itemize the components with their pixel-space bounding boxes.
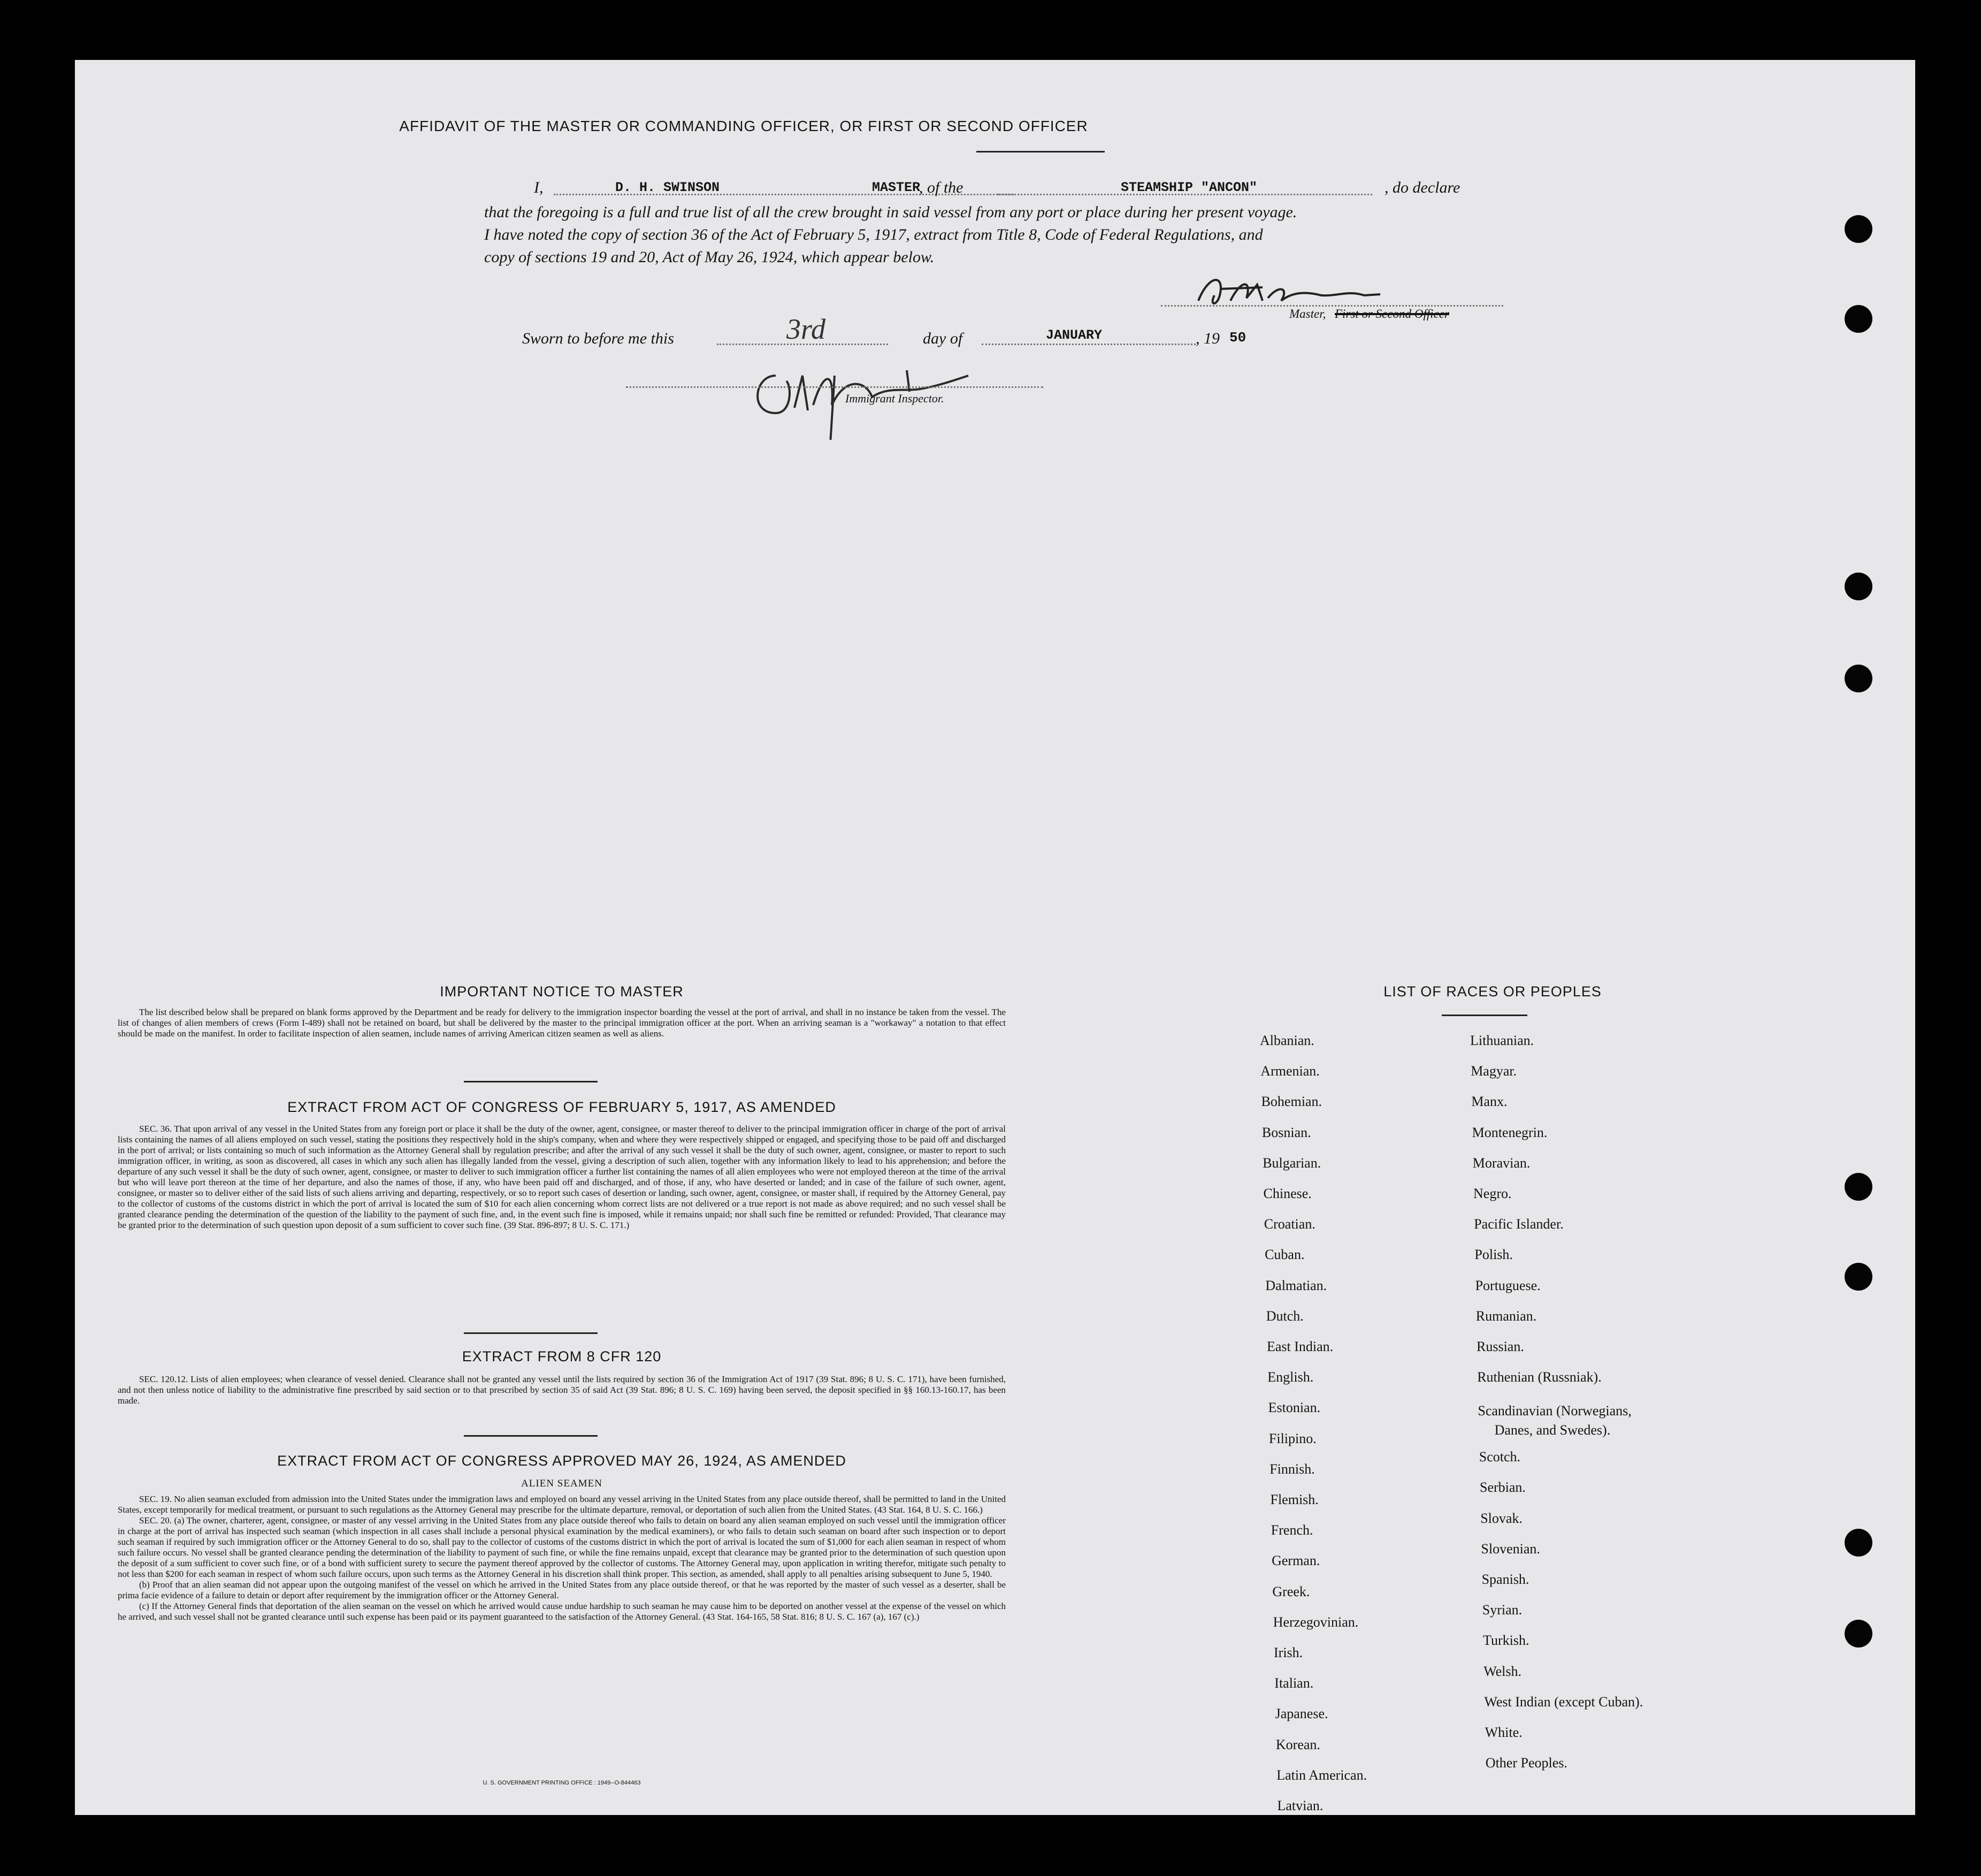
race-item: Slovak. [1480,1510,1523,1526]
punch-hole [1845,1173,1872,1201]
races-title: LIST OF RACES OR PEOPLES [1383,983,1602,1000]
extract-1924-title: EXTRACT FROM ACT OF CONGRESS APPROVED MAY 26, 1924, AS AMENDED [277,1453,846,1469]
notice-title: IMPORTANT NOTICE TO MASTER [440,983,684,1000]
extract-1917-text: SEC. 36. That upon arrival of any vessel in the United States from any foreign port or place it shall be the duty of the owner, agent, consignee, or master thereof to deliver to the principal immigration officer in charge of the port of arrival lists containing the names of all aliens employed on such vessel, stating the positions they respectively hold in the ship's company, when and where they were respectively shipped or engaged, and specifying those to be paid off and discharged in the port of arrival; or lists containing so much of such information as the Attorney General shall by regulation prescribe; and after the arrival of any such vessel it shall be the duty of such owner, agent, consignee, or master to report to such immigration officer, in writing, as soon as discovered, all cases in which any such alien has illegally landed from the vessel, giving a description of such alien, together with any information likely to lead to his apprehension; and before the departure of any such vessel it shall be the duty of such owner, agent, consignee, or master to deliver to such immigration officer a further list containing the names of all alien employees who were not employed thereon at the time of the arrival but who will leave port thereon at the time of her departure, and also the names of those, if any, who have been paid off and discharged, and of those, if any, who have deserted or landed; and in case of the failure of such owner, agent, consignee, or master so to deliver either of the said lists of such aliens arriving and departing, respectively, or so to report such cases of desertion or landing, such owner, agent, consignee, or master shall, if required by the Attorney General, pay to the collector of customs of the customs district in which the port of arrival is located the sum of $10 for each alien concerning whom correct lists are not delivered or a true report is not made as above required; and no such vessel shall be granted clearance pending the determination of the question of the liability to the payment of such fine, and, in the event such fine is imposed, while it remains unpaid; nor shall such fine be remitted or refunded: Provided, That clearance may be granted prior to the determination of such question upon deposit of a sum sufficient to cover such fine. (39 Stat. 896-897; 8 U. S. C. 171.) [118,1124,1006,1230]
race-item: Korean. [1275,1736,1320,1752]
divider [464,1435,598,1437]
punch-hole [1845,1263,1872,1291]
race-item: Dutch. [1266,1308,1304,1324]
document-page [75,60,1915,1815]
divider [976,151,1105,152]
month-value: JANUARY [1046,327,1103,343]
punch-hole [1845,215,1872,243]
of-the-label: , of the [919,179,963,196]
race-item: Manx. [1471,1094,1508,1110]
day-of-label: day of [923,330,963,347]
sworn-label: Sworn to before me this [522,330,674,347]
year-prefix: , 19 [1196,330,1220,347]
extract-1924-subtitle: ALIEN SEAMEN [521,1478,602,1489]
printer-imprint: U. S. GOVERNMENT PRINTING OFFICE : 1949--O-844463 [483,1780,641,1786]
master-rank: MASTER [872,180,921,195]
punch-hole [1845,573,1872,600]
affidavit-line-3: I have noted the copy of section 36 of the Act of February 5, 1917, extract from Title 8, Code of Federal Regulations, and [484,226,1263,243]
race-item: Magyar. [1471,1063,1517,1079]
affidavit-line-4: copy of sections 19 and 20, Act of May 26, 1924, which appear below. [484,248,935,266]
race-item: Herzegovinian. [1273,1614,1359,1630]
race-item: Cuban. [1265,1247,1305,1263]
race-item: Moravian. [1472,1155,1531,1171]
month-line [982,344,1196,345]
race-item: Slovenian. [1481,1541,1540,1557]
race-item: Negro. [1473,1186,1512,1201]
race-item: Other Peoples. [1485,1755,1567,1771]
race-item: Pacific Islander. [1474,1216,1564,1232]
race-item: Dalmatian. [1265,1277,1327,1293]
race-item: Croatian. [1264,1216,1315,1232]
inspector-signature-line [626,386,1043,388]
race-item: Syrian. [1482,1602,1523,1618]
race-item: Polish. [1474,1247,1513,1263]
race-item: French. [1271,1522,1313,1538]
race-item: Flemish. [1270,1492,1319,1507]
master-name: D. H. SWINSON [615,180,720,195]
punch-hole [1845,305,1872,333]
race-item: Welsh. [1483,1663,1522,1679]
race-item: Latin American. [1276,1767,1367,1783]
race-item: Turkish. [1483,1633,1529,1649]
race-item: Scandinavian (Norwegians, [1478,1403,1632,1419]
section-20b-text: (b) Proof that an alien seaman did not appear upon the outgoing manifest of the vessel on which he arrived in the United States from any place outside thereof, or that he was reported by the master of such vessel as a deserter, shall be prima facie evidence of a failure to detain or deport after requirement by the immigration officer or the Attorney General. [118,1580,1006,1600]
race-item: Albanian. [1260,1033,1314,1048]
race-item: Irish. [1274,1645,1303,1660]
race-item: Bulgarian. [1263,1155,1321,1171]
divider [464,1081,598,1082]
section-19-text: SEC. 19. No alien seaman excluded from admission into the United States under the immigration laws and employed on board any vessel arriving in the United States from any place outside thereof, shall be permitted to land in the United States, except temporarily for medical treatment, or pursuant to such regulations as the Attorney General may prescribe for the ultimate departure, removal, or deportation of such alien from the United States. (43 Stat. 164, 8 U. S. C. 166.) [118,1494,1006,1515]
extract-1924-body [118,1494,1006,1622]
race-item: Rumanian. [1475,1308,1537,1324]
race-item: Filipino. [1268,1430,1317,1446]
race-item: Finnish. [1269,1461,1315,1477]
notice-text: The list described below shall be prepared on blank forms approved by the Department and be ready for delivery to the immigration inspector boarding the vessel at the port of arrival, and shall in no instance be taken from the vessel. The list of changes of alien members of crews (Form I-489) shall not be retained on board, but shall be delivered by the master to the principal immigration officer at the port. When an arriving seaman is a "workaway" a notation to that effect should be made on the manifest. In order to facilitate inspection of alien seamen, include names of arriving American citizen seamen as well as aliens. [118,1007,1006,1039]
race-item: Armenian. [1260,1063,1320,1079]
master-caption-struck: First or Second Officer [1335,307,1449,321]
race-item: English. [1267,1369,1314,1385]
inspector-caption: Immigrant Inspector. [845,392,944,405]
race-item: Bosnian. [1261,1124,1311,1140]
year-value: 50 [1229,330,1246,346]
race-item: Serbian. [1480,1480,1526,1496]
punch-hole [1845,1620,1872,1648]
race-item: Chinese. [1263,1186,1312,1201]
race-item: East Indian. [1267,1339,1334,1354]
race-item: Greek. [1272,1583,1310,1599]
extract-cfr-text: SEC. 120.12. Lists of alien employees; when clearance of vessel denied. Clearance shall not be granted any vessel until the lists required by section 36 of the Immigration Act of 1917 (39 Stat. 896; 8 U. S. C. 171), have been furnished, and not then unless notice of liability to the administrative fine prescribed by said section or to that prescribed by section 35 of said Act (39 Stat. 896; 8 U. S. C. 169) having been served, the deposit specified in §§ 160.13-160.17, has been made. [118,1374,1006,1406]
punch-hole [1845,665,1872,692]
master-signature-line [1161,305,1503,307]
race-item: Italian. [1274,1675,1314,1691]
divider [1442,1015,1527,1016]
race-item: West Indian (except Cuban). [1484,1694,1643,1710]
divider [464,1332,598,1334]
do-declare-label: , do declare [1385,179,1460,196]
race-item: Japanese. [1275,1706,1328,1722]
race-item: Estonian. [1268,1400,1321,1416]
section-20a-text: SEC. 20. (a) The owner, charterer, agent, consignee, or master of any vessel arriving in the United States from any place outside thereof who fails to detain on board any alien seaman employed on such vessel until the immigration officer in charge at the port of arrival has inspected such seaman (which inspection in all cases shall include a personal physical examination by the medical examiners), or who fails to detain such seaman on board after such inspection or to deport such seaman if required by such immigration officer or the Attorney General to do so, shall pay to the collector of customs of the customs district in which the port of arrival is located the sum of $1,000 for each alien seaman in respect of whom such failure occurs. No vessel shall be granted clearance pending the determination of the liability to payment of such fine, or while the fine remains unpaid, except that clearance may be granted prior to the determination of such question upon the deposit of a sum sufficient to cover such fine, or of a bond with sufficient surety to secure the payment thereof approved by the collector of customs. The Attorney General may, upon application in writing therefor, mitigate such penalty to not less than $200 for each seaman in respect of whom such failure occurs, upon such terms as the Attorney General in his discretion shall think proper. This section, as amended, shall apply to all penalties arising subsequent to June 5, 1940. [118,1515,1006,1579]
vessel-name: STEAMSHIP "ANCON" [1121,180,1258,195]
section-20c-text: (c) If the Attorney General finds that deportation of the alien seaman on the vessel on which he arrived would cause undue hardship to such seaman he may cause him to be deported on another vessel at the expense of the vessel on which he arrived, and such vessel shall not be granted clearance until such expense has been paid or its payment guaranteed to the satisfaction of the Attorney General. (43 Stat. 164-165, 58 Stat. 816; 8 U. S. C. 167 (a), 167 (c).) [118,1601,1006,1622]
race-item: Ruthenian (Russniak). [1477,1369,1602,1385]
master-caption: Master, [1289,307,1326,321]
race-item: Scotch. [1479,1449,1521,1465]
race-item: Spanish. [1481,1572,1529,1587]
punch-hole [1845,1529,1872,1557]
affidavit-title: AFFIDAVIT OF THE MASTER OR COMMANDING OFFICER, OR FIRST OR SECOND OFFICER [399,118,1088,134]
race-item: Bohemian. [1261,1094,1322,1110]
affidavit-line-2: that the foregoing is a full and true list of all the crew brought in said vessel from any port or place during her present voyage. [484,203,1297,221]
race-item: Montenegrin. [1472,1124,1548,1140]
race-item: German. [1272,1553,1320,1569]
race-item: Latvian. [1277,1798,1324,1813]
i-label: I, [534,179,544,196]
race-item: White. [1485,1725,1523,1740]
extract-cfr-title: EXTRACT FROM 8 CFR 120 [462,1348,662,1364]
race-item: Russian. [1477,1339,1524,1354]
day-value: 3rd [786,313,826,345]
race-item: Lithuanian. [1470,1033,1534,1048]
race-item: Portuguese. [1475,1277,1541,1293]
race-item: Danes, and Swedes). [1494,1422,1611,1438]
extract-1917-title: EXTRACT FROM ACT OF CONGRESS OF FEBRUARY 5, 1917, AS AMENDED [287,1099,836,1115]
